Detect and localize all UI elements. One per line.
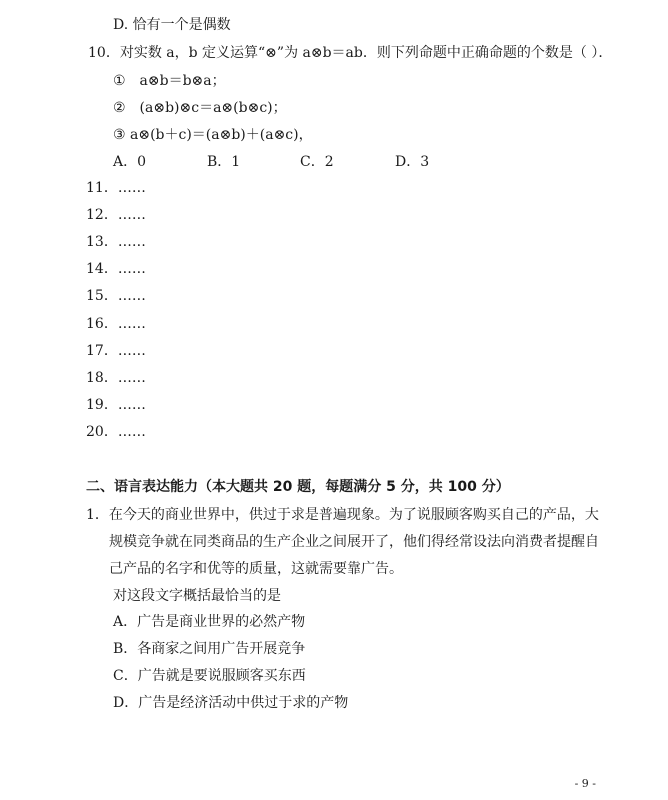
section-heading: 二、语言表达能力（本大题共 20 题，每题满分 5 分，共 100 分） [86, 479, 510, 495]
placeholder-item: 19．…… [86, 397, 146, 413]
q10-option-a: A．0 [113, 154, 147, 170]
q10-option-b: B．1 [207, 154, 241, 170]
q9-option-d: D. 恰有一个是偶数 [113, 17, 231, 33]
placeholder-item: 14．…… [86, 261, 146, 277]
s2-q1-option-c: C．广告就是要说服顾客买东西 [113, 668, 306, 684]
s2-q1-option-a: A．广告是商业世界的必然产物 [113, 614, 306, 630]
q10-option-c: C．2 [300, 154, 334, 170]
q10-statement-3: ③ a⊗(b＋c)＝(a⊗b)＋(a⊗c)， [113, 127, 313, 143]
placeholder-item: 18．…… [86, 370, 146, 386]
placeholder-item: 20．…… [86, 424, 146, 440]
placeholder-item: 16．…… [86, 316, 146, 332]
s2-q1-line-2: 规模竞争就在同类商品的生产企业之间展开了，他们得经常设法向消费者提醒自 [109, 534, 599, 550]
s2-q1-option-d: D．广告是经济活动中供过于求的产物 [113, 695, 349, 711]
q10-statement-1: ① a⊗b＝b⊗a； [113, 73, 226, 89]
s2-q1-line-1: 1．在今天的商业世界中，供过于求是普遍现象。为了说服顾客购买自己的产品，大 [86, 507, 599, 523]
placeholder-item: 13．…… [86, 234, 146, 250]
q10-option-d: D．3 [395, 154, 430, 170]
page-number: - 9 - [574, 777, 596, 790]
placeholder-item: 15．…… [86, 288, 146, 304]
s2-q1-option-b: B．各商家之间用广告开展竞争 [113, 641, 306, 657]
q10-stem: 10．对实数 a，b 定义运算“⊗”为 a⊗b＝ab．则下列命题中正确命题的个数是（ ）． [88, 45, 613, 61]
s2-q1-line-3: 己产品的名字和优等的质量，这就需要靠广告。 [109, 561, 403, 577]
placeholder-item: 12．…… [86, 207, 146, 223]
s2-q1-prompt: 对这段文字概括最恰当的是 [113, 588, 281, 604]
placeholder-item: 17．…… [86, 343, 146, 359]
placeholder-item: 11．…… [86, 180, 146, 196]
q10-statement-2: ② (a⊗b)⊗c＝a⊗(b⊗c)； [113, 100, 287, 116]
